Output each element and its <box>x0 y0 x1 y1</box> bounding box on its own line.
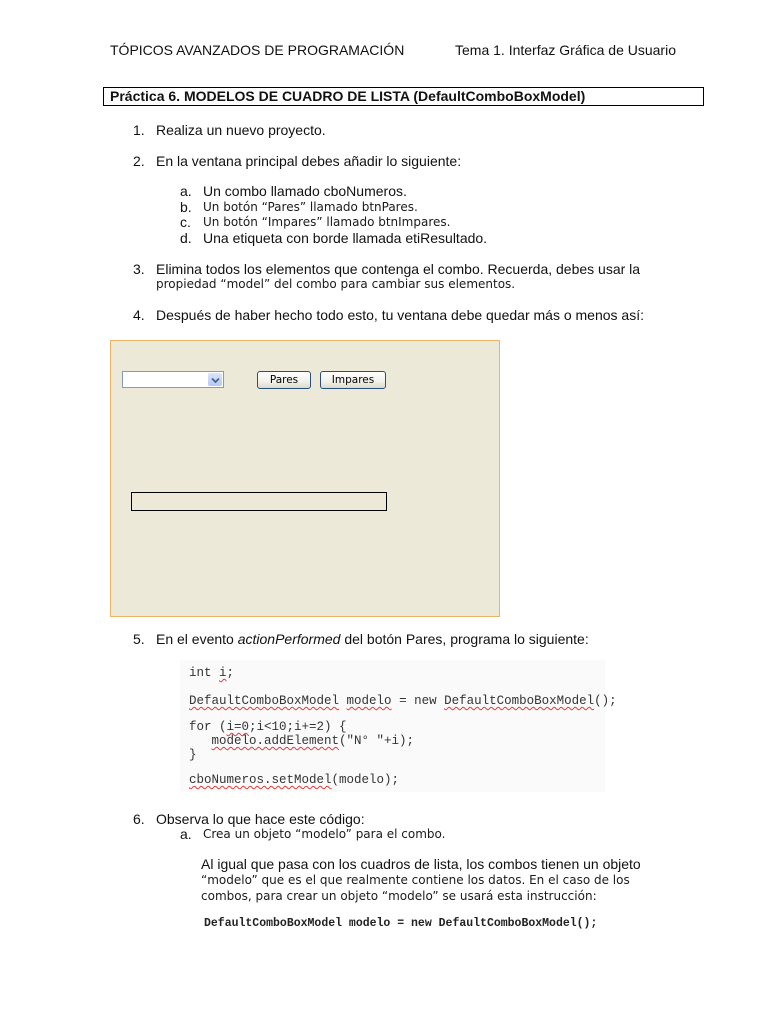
substep-text: Un combo llamado cboNumeros. <box>203 183 407 199</box>
code-token <box>339 694 347 708</box>
code-token: for ( <box>189 720 227 734</box>
window-mockup <box>110 340 500 617</box>
code-line <box>189 694 617 708</box>
step-text: Observa lo que hace este código: <box>156 811 365 827</box>
step-text-after: del botón Pares, programa lo siguiente: <box>340 631 589 647</box>
step-text-before: En el evento <box>156 631 238 647</box>
step-number: 4. <box>133 307 145 323</box>
header-course: TÓPICOS AVANZADOS DE PROGRAMACIÓN <box>110 42 405 58</box>
code-token: } <box>189 748 197 762</box>
code-token: modelo <box>346 694 392 708</box>
step-text-italic: actionPerformed <box>237 631 341 647</box>
code-line <box>189 734 414 748</box>
code-token: i=0 <box>226 720 250 734</box>
code-token: ;i<10;i+=2) { <box>249 720 347 734</box>
substep-letter: a. <box>180 826 192 842</box>
substep-text: Un botón “Pares” llamado btnPares. <box>203 200 418 214</box>
code-token: = new <box>391 694 445 708</box>
code-token: ; <box>226 666 235 680</box>
step-number: 5. <box>133 631 145 647</box>
pares-button: Pares <box>257 371 311 389</box>
combo-dropdown-button <box>208 373 222 386</box>
code-token: int <box>189 666 220 680</box>
substep-letter: c. <box>180 214 191 230</box>
step-text-line: Elimina todos los elementos que contenga el combo. Recuerda, debes usar la <box>156 261 641 277</box>
practice-title-box <box>103 87 704 106</box>
code-block <box>180 660 617 792</box>
combo-box <box>122 371 224 388</box>
code-line <box>189 773 399 787</box>
explanation-line: Al igual que pasa con los cuadros de lista, los combos tienen un objeto <box>201 856 641 872</box>
code-token: DefaultComboBoxModel <box>444 694 595 708</box>
practice-title: Práctica 6. MODELOS DE CUADRO DE LISTA (DefaultComboBoxModel) <box>110 88 586 104</box>
code-token: modelo.addElement <box>211 734 340 748</box>
substep-text: Una etiqueta con borde llamada etiResultado. <box>203 230 488 246</box>
explanation-code: DefaultComboBoxModel modelo = new DefaultComboBoxModel(); <box>204 917 598 930</box>
step-number: 6. <box>133 811 145 827</box>
substep-letter: a. <box>180 183 192 199</box>
code-token: (); <box>594 694 617 708</box>
substep-letter: d. <box>180 230 192 246</box>
substep-text: Crea un objeto “modelo” para el combo. <box>203 827 446 841</box>
step-text <box>156 631 589 647</box>
code-token: (modelo); <box>331 773 400 787</box>
code-token: DefaultComboBoxModel <box>189 694 340 708</box>
step-number: 1. <box>133 122 145 138</box>
step-text: En la ventana principal debes añadir lo siguiente: <box>156 153 462 169</box>
step-text: Después de haber hecho todo esto, tu ventana debe quedar más o menos así: <box>156 307 644 323</box>
chevron-down-icon <box>211 371 220 389</box>
code-token: ("N° "+i); <box>339 734 415 748</box>
step-number: 3. <box>133 261 145 277</box>
step-text: Realiza un nuevo proyecto. <box>156 122 326 138</box>
code-token: i <box>219 666 227 680</box>
explanation-line: “modelo” que es el que realmente contiene los datos. En el caso de los <box>201 873 630 887</box>
code-token <box>189 734 212 748</box>
header-topic: Tema 1. Interfaz Gráfica de Usuario <box>455 42 676 58</box>
code-line <box>189 666 234 680</box>
substep-letter: b. <box>180 199 192 215</box>
result-label <box>131 492 387 511</box>
impares-button: Impares <box>320 371 386 389</box>
code-line <box>189 748 197 762</box>
explanation-line: combos, para crear un objeto “modelo” se usará esta instrucción: <box>201 889 597 903</box>
step-number: 2. <box>133 153 145 169</box>
substep-text: Un botón “Impares” llamado btnImpares. <box>203 215 451 229</box>
code-token: cboNumeros.setModel <box>189 773 332 787</box>
code-line <box>189 720 347 734</box>
step-text-line: propiedad “model” del combo para cambiar sus elementos. <box>156 277 516 291</box>
